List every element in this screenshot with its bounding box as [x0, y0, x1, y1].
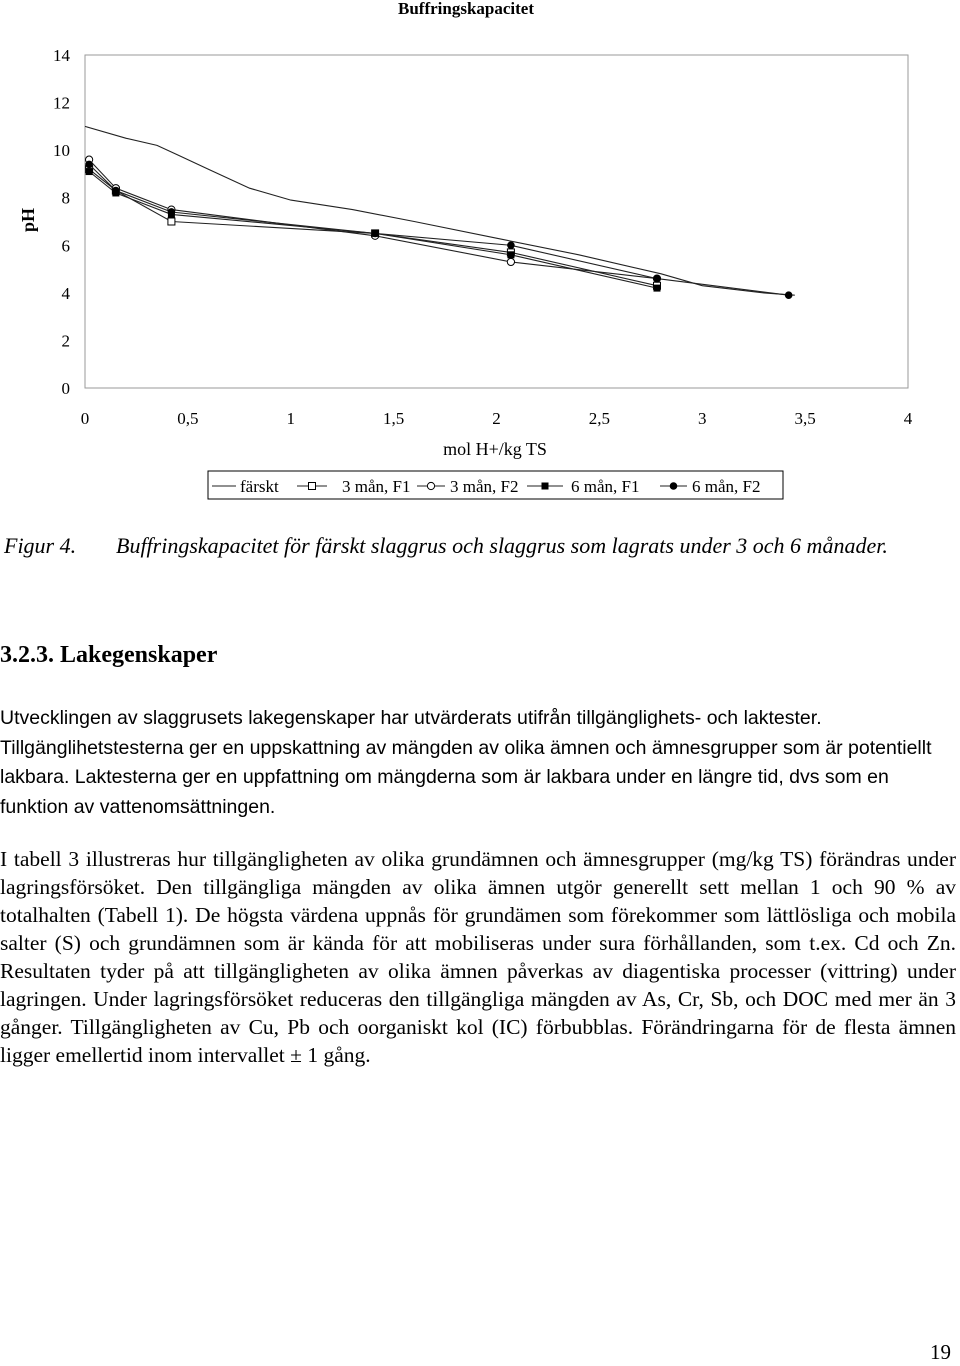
y-tick-label: 12 — [53, 93, 70, 113]
legend-marker — [670, 482, 678, 490]
chart-title: Buffringskapacitet — [398, 0, 534, 18]
legend-label: färskt — [240, 477, 279, 496]
x-tick-label: 0,5 — [177, 409, 199, 428]
buffering-capacity-chart — [0, 0, 960, 505]
plot-area — [85, 55, 908, 388]
series-farskt — [85, 126, 795, 295]
data-point-6-man-f2 — [653, 275, 661, 283]
y-tick-label: 14 — [53, 46, 70, 65]
y-axis-ticks — [53, 46, 71, 398]
data-point-6-man-f2 — [112, 187, 120, 195]
legend-marker — [427, 482, 434, 489]
paragraph-1: Utvecklingen av slaggrusets lakegenskaper har utvärderats utifrån tillgänglighets- och laktester. Tillgänglihetstesterna ger en uppskattning av mängden av olika ämnen och ämnesgrupper som är potentiellt lakbara. Laktesterna ger en uppfattning om mängderna som är lakbara under en längre tid, dvs som en funktion av vattenomsättningen. — [0, 707, 932, 818]
legend-marker — [309, 483, 316, 490]
data-point-6-man-f1 — [507, 251, 514, 258]
x-tick-label: 1,5 — [383, 409, 405, 428]
legend-marker — [542, 483, 549, 490]
data-point-6-man-f2 — [507, 241, 515, 249]
x-tick-label: 2 — [492, 409, 501, 428]
legend-label: 6 mån, F2 — [692, 477, 761, 496]
data-point-3-man-f2 — [507, 258, 514, 265]
x-tick-label: 1 — [286, 409, 295, 428]
figure-caption — [4, 532, 956, 559]
legend-entry-3-man-f1 — [297, 477, 410, 496]
legend-label: 3 mån, F1 — [342, 477, 411, 496]
x-tick-label: 0 — [80, 409, 90, 428]
figure-caption-text: Buffringskapacitet för färskt slaggrus och slaggrus som lagrats under 3 och 6 månader. — [116, 533, 888, 558]
legend-label: 3 mån, F2 — [450, 477, 519, 496]
plot-border — [85, 55, 908, 388]
y-tick-label: 6 — [61, 236, 70, 256]
data-point-6-man-f2 — [371, 230, 379, 238]
x-axis-label: mol H+/kg TS — [443, 439, 547, 459]
y-tick-label: 8 — [61, 188, 70, 208]
y-axis-label: pH — [18, 207, 38, 233]
data-point-6-man-f2 — [785, 291, 793, 299]
series-line-farskt — [85, 126, 795, 295]
page-number: 19 — [930, 1340, 951, 1364]
data-point-6-man-f2 — [168, 208, 176, 216]
legend-label: 6 mån, F1 — [571, 477, 640, 496]
series-6-man-f2 — [85, 161, 792, 299]
section-heading: 3.2.3. Lakegenskaper — [0, 642, 218, 668]
figure-number: Figur 4. — [4, 533, 77, 558]
series-layer — [85, 126, 795, 299]
y-tick-label: 10 — [53, 141, 70, 161]
legend-entry-6-man-f1 — [527, 477, 639, 496]
data-point-6-man-f1 — [653, 285, 660, 292]
data-point-6-man-f1 — [86, 168, 93, 175]
legend-entry-6-man-f2 — [660, 477, 760, 496]
series-3-man-f1 — [86, 166, 661, 290]
y-tick-label: 2 — [61, 331, 70, 351]
y-tick-label: 4 — [61, 283, 70, 303]
data-point-3-man-f1 — [168, 218, 175, 225]
x-tick-label: 3,5 — [794, 409, 816, 428]
x-tick-label: 3 — [698, 409, 707, 428]
x-tick-label: 4 — [903, 409, 913, 428]
legend-entry-farskt — [212, 477, 279, 496]
y-tick-label: 0 — [61, 379, 70, 398]
data-point-6-man-f2 — [85, 161, 93, 169]
x-axis-ticks — [81, 409, 913, 428]
paragraph-2: I tabell 3 illustreras hur tillgängligheten av olika grundämnen och ämnesgrupper (mg/kg TS) förändras under lagringsförsöket. Den tillgängliga mängden av olika ämnen utgör generellt sett mellan 1 och 90 % av totalhalten (Tabell 1). De högsta värdena uppnås för grundämen som förekommer som lättlösliga och mobila salter (S) och grundämnen som är kända för att mobiliseras under sura förhållanden, som t.ex. Cd och Zn. Resultaten tyder på att tillgängligheten av olika ämnen påverkas av diagentiska processer (vittring) under lagringen. Under lagringsförsöket reduceras den tillgängliga mängden av As, Cr, Sb, och DOC med mer än 3 gånger. Tillgängligheten av Cu, Pb och oorganiskt kol (IC) förbubblas. Förändringarna för de flesta ämnen ligger emellertid inom intervallet ± 1 gång. — [0, 847, 956, 1067]
legend — [208, 471, 783, 499]
x-tick-label: 2,5 — [588, 409, 610, 428]
legend-entry-3-man-f2 — [417, 477, 518, 496]
series-line-6-man-f2 — [89, 164, 789, 295]
